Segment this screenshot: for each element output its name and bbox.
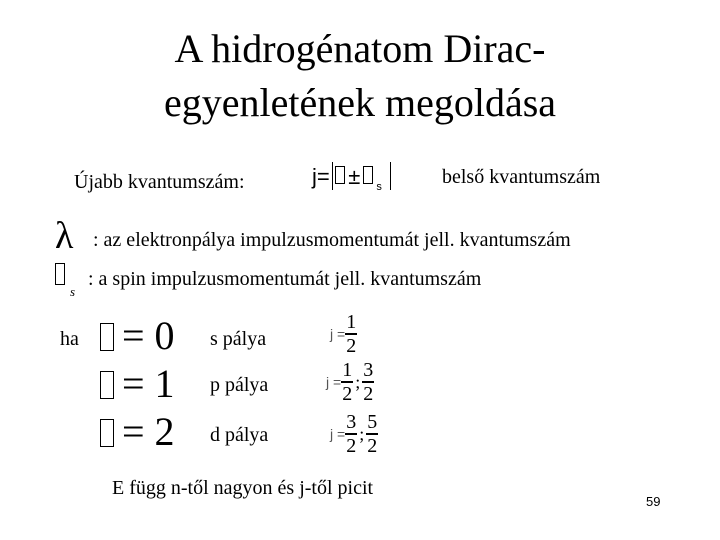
abs-bar-right [390, 162, 392, 190]
eq-sign: = [316, 164, 330, 189]
fraction: $\frac{3}{2}$ [346, 411, 357, 457]
fraction: $\frac{1}{2}$ [346, 311, 357, 357]
case-row-1-orbital: p pálya [210, 374, 269, 396]
case-row-1-j [326, 358, 374, 406]
separator: ; [355, 371, 361, 392]
spin-desc: : a spin impulzusmomentumát jell. kvantumszám [88, 268, 482, 290]
case-row-2-orbital: d pálya [210, 424, 269, 446]
missing-glyph-spin-icon [55, 263, 65, 285]
case-row-2-eq [100, 409, 175, 454]
j-eq-label: j = [330, 326, 346, 342]
pm-sign: ± [348, 164, 361, 189]
spin-subscript: s [70, 284, 76, 299]
case-eq-text: = 2 [122, 409, 175, 454]
missing-glyph-l [100, 419, 114, 447]
j-symbol: j [312, 164, 317, 189]
case-row-0-eq [100, 313, 175, 358]
case-row-0-orbital: s pálya [210, 328, 267, 350]
separator: ; [359, 423, 365, 444]
case-row-0-j [330, 310, 357, 358]
missing-glyph-s [363, 166, 373, 184]
title-line-2: egyenletének megoldása [163, 80, 557, 125]
case-row-1-eq [100, 361, 175, 406]
abs-bar-left [332, 162, 334, 190]
conclusion-text: E függ n-től nagyon és j-től picit [112, 477, 374, 499]
new-quantum-label: Újabb kvantumszám: [74, 171, 245, 193]
page-number: 59 [646, 494, 661, 509]
case-row-2-j [330, 410, 378, 458]
fraction: $\frac{3}{2}$ [363, 359, 374, 405]
lambda-desc: : az elektronpálya impulzusmomentumát jell. kvantumszám [93, 229, 571, 251]
title-line-1: A hidrogénatom Dirac- [174, 26, 546, 71]
missing-glyph-l [100, 371, 114, 399]
j-eq-label: j = [330, 426, 346, 442]
fraction: $\frac{5}{2}$ [367, 411, 378, 457]
j-eq-label: j = [326, 374, 342, 390]
case-eq-text: = 1 [122, 361, 175, 406]
ha-label: ha [60, 328, 79, 350]
fraction: $\frac{1}{2}$ [342, 359, 353, 405]
j-formula [312, 160, 391, 194]
missing-glyph-l [335, 166, 345, 184]
lambda-symbol: λ [55, 215, 74, 257]
subscript-s: s [376, 181, 382, 193]
missing-glyph-l [100, 323, 114, 351]
case-eq-text: = 0 [122, 313, 175, 358]
inner-quantum-desc: belső kvantumszám [442, 166, 601, 188]
